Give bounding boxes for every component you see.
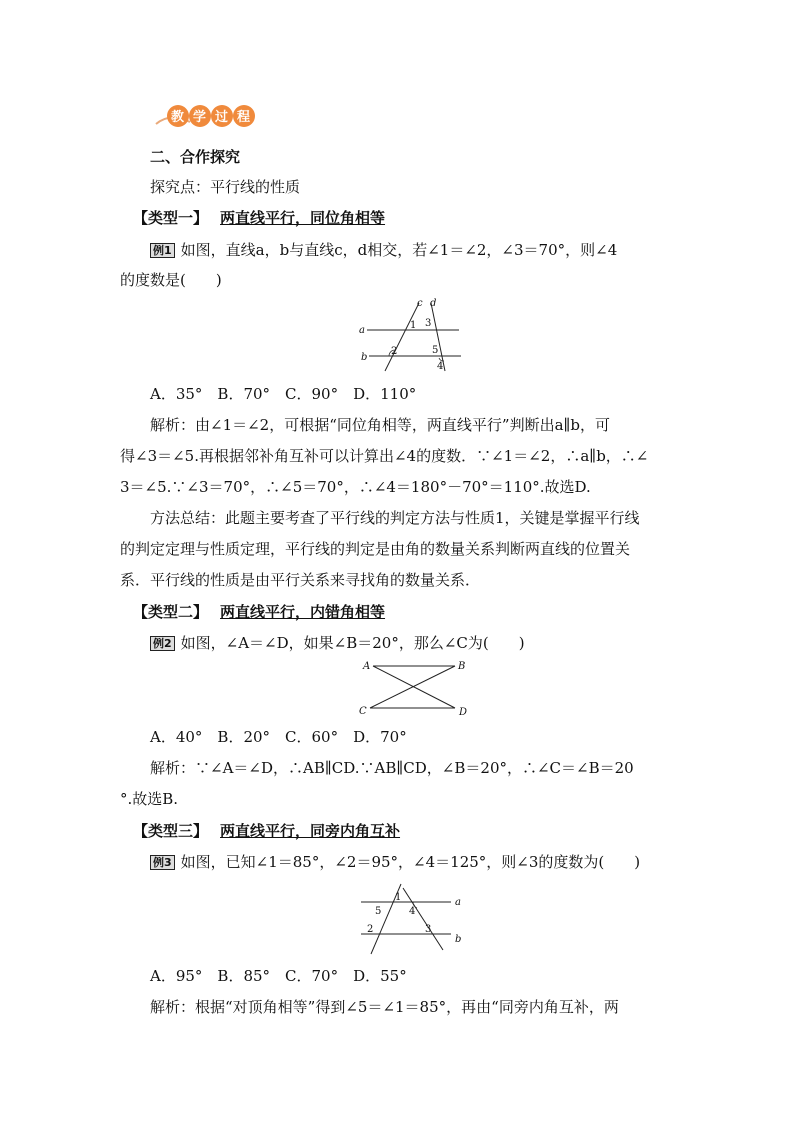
label-c: c bbox=[417, 298, 423, 309]
type1-row bbox=[133, 207, 385, 228]
example2-options: A．40° B．20° C．60° D．70° bbox=[150, 728, 407, 746]
label-D: D bbox=[459, 707, 468, 718]
example3-analysis-line1: 解析：根据“对顶角相等”得到∠5＝∠1＝85°，再由“同旁内角互补，两 bbox=[150, 998, 619, 1016]
type2-tag: 【类型二】 bbox=[133, 603, 209, 621]
angle-3: 3 bbox=[425, 318, 432, 329]
type2-row bbox=[133, 601, 385, 622]
section-heading: 二、合作探究 bbox=[150, 148, 241, 166]
label-a: a bbox=[359, 325, 365, 336]
example1-question-text: 如图，直线a，b与直线c，d相交，若∠1＝∠2，∠3＝70°，则∠4 bbox=[180, 241, 618, 259]
example3-figure bbox=[355, 880, 475, 956]
example2-analysis-line1: 解析：∵∠A＝∠D，∴AB∥CD.∵AB∥CD，∠B＝20°，∴∠C＝∠B＝20 bbox=[150, 759, 634, 777]
type3-title: 两直线平行，同旁内角互补 bbox=[220, 822, 401, 840]
type1-tag: 【类型一】 bbox=[133, 209, 209, 227]
angle-1: 1 bbox=[395, 892, 402, 903]
angle-5: 5 bbox=[432, 345, 439, 356]
label-C: C bbox=[359, 706, 367, 717]
example2-badge: 例2 bbox=[150, 636, 175, 651]
example1-analysis-line3: 3＝∠5.∵∠3＝70°，∴∠5＝70°，∴∠4＝180°－70°＝110°.故选D. bbox=[120, 478, 591, 496]
label-d: d bbox=[430, 298, 437, 309]
banner-char-1: 教 bbox=[171, 110, 185, 125]
example3-options: A．95° B．85° C．70° D．55° bbox=[150, 967, 407, 985]
banner-char-3: 过 bbox=[215, 110, 229, 125]
label-A: A bbox=[363, 661, 371, 672]
type2-title: 两直线平行，内错角相等 bbox=[220, 603, 386, 621]
example1-question-line1 bbox=[150, 240, 617, 260]
example1-analysis-line1: 解析：由∠1＝∠2，可根据“同位角相等，两直线平行”判断出a∥b，可 bbox=[150, 416, 611, 434]
section-banner bbox=[150, 100, 260, 132]
angle-2: 2 bbox=[391, 346, 398, 357]
example1-badge: 例1 bbox=[150, 243, 175, 258]
example1-options: A．35° B．70° C．90° D．110° bbox=[150, 385, 417, 403]
example2-analysis-line2: °.故选B. bbox=[120, 790, 179, 808]
example3-badge: 例3 bbox=[150, 855, 175, 870]
label-B: B bbox=[458, 661, 466, 672]
example2-figure bbox=[355, 655, 475, 720]
method-summary-line2: 的判定定理与性质定理，平行线的判定是由角的数量关系判断两直线的位置关 bbox=[120, 540, 631, 558]
angle-1: 1 bbox=[410, 320, 417, 331]
line-c bbox=[385, 303, 419, 371]
example1-question-line2: 的度数是( ) bbox=[120, 271, 222, 289]
example3-question-text: 如图，已知∠1＝85°，∠2＝95°，∠4＝125°，则∠3的度数为( ) bbox=[180, 853, 641, 871]
example1-analysis-line2: 得∠3＝∠5.再根据邻补角互补可以计算出∠4的度数．∵∠1＝∠2，∴a∥b，∴∠ bbox=[120, 447, 649, 465]
angle-2: 2 bbox=[367, 924, 374, 935]
example2-question bbox=[150, 633, 525, 653]
label-a: a bbox=[455, 897, 461, 908]
type1-title: 两直线平行，同位角相等 bbox=[220, 209, 386, 227]
label-b: b bbox=[455, 934, 462, 945]
angle-3: 3 bbox=[425, 924, 432, 935]
banner-char-4: 程 bbox=[237, 110, 251, 125]
type3-tag: 【类型三】 bbox=[133, 822, 209, 840]
angle-4: 4 bbox=[409, 906, 416, 917]
method-summary-line1: 方法总结：此题主要考查了平行线的判定方法与性质1，关键是掌握平行线 bbox=[150, 509, 640, 527]
example3-question bbox=[150, 852, 640, 872]
angle-4: 4 bbox=[437, 361, 444, 372]
banner-char-2: 学 bbox=[193, 110, 207, 125]
topic-line: 探究点：平行线的性质 bbox=[150, 178, 301, 196]
example1-figure bbox=[355, 295, 475, 375]
example2-question-text: 如图，∠A＝∠D，如果∠B＝20°，那么∠C为( ) bbox=[180, 634, 525, 652]
angle-5: 5 bbox=[375, 906, 382, 917]
method-summary-line3: 系．平行线的性质是由平行关系来寻找角的数量关系． bbox=[120, 571, 481, 589]
type3-row bbox=[133, 820, 400, 841]
label-b: b bbox=[361, 352, 368, 363]
